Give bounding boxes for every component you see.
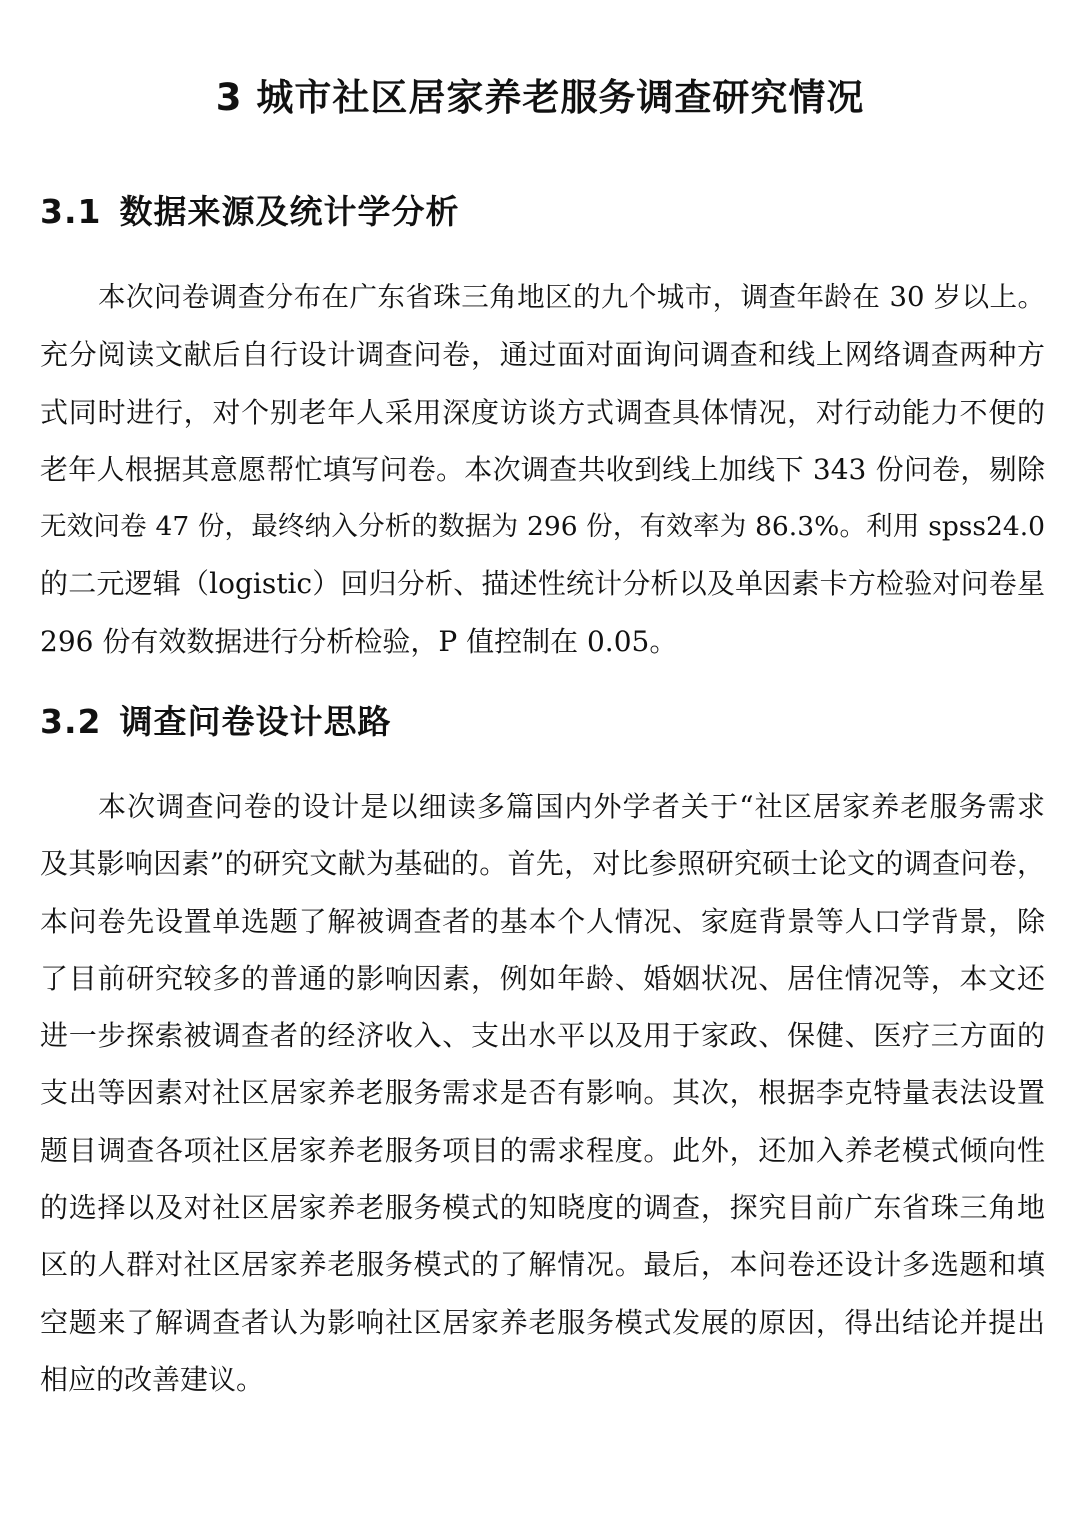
paragraph-line: 支出等因素对社区居家养老服务需求是否有影响。其次，根据李克特量表法设置 <box>40 1076 1045 1110</box>
paragraph-line: 题目调查各项社区居家养老服务项目的需求程度。此外，还加入养老模式倾向性 <box>40 1133 1045 1167</box>
paragraph-line: 本次问卷调查分布在广东省珠三角地区的九个城市，调查年龄在 30 岁以上。 <box>98 281 1045 313</box>
paragraph-line: 了目前研究较多的普通的影响因素，例如年龄、婚姻状况、居住情况等，本文还 <box>40 961 1045 995</box>
chapter-title: 3 城市社区居家养老服务调查研究情况 <box>215 76 865 119</box>
paragraph-line: 的选择以及对社区居家养老服务模式的知晓度的调查，探究目前广东省珠三角地 <box>40 1191 1045 1225</box>
section-heading-3-1 <box>40 188 1040 236</box>
paragraph-data-source <box>40 269 1045 670</box>
paragraph-line: 老年人根据其意愿帮忙填写问卷。本次调查共收到线上加线下 343 份问卷，剔除 <box>40 452 1045 486</box>
paragraph-questionnaire-design <box>40 778 1045 1408</box>
paragraph-line: 本次调查问卷的设计是以细读多篇国内外学者关于“社区居家养老服务需求 <box>98 790 1045 823</box>
section-number: 3.2 <box>40 702 102 741</box>
section-number: 3.1 <box>40 192 102 231</box>
paragraph-line: 相应的改善建议。 <box>40 1362 265 1396</box>
paragraph-line: 式同时进行，对个别老年人采用深度访谈方式调查具体情况，对行动能力不便的 <box>40 395 1045 429</box>
section-heading-3-2 <box>40 698 1040 746</box>
paragraph-line: 本问卷先设置单选题了解被调查者的基本个人情况、家庭背景等人口学背景，除 <box>40 904 1045 938</box>
paragraph-line: 296 份有效数据进行分析检验，P 值控制在 0.05。 <box>40 624 678 658</box>
section-title: 调查问卷设计思路 <box>119 702 392 741</box>
section-title: 数据来源及统计学分析 <box>119 192 460 231</box>
paragraph-line: 空题来了解调查者认为影响社区居家养老服务模式发展的原因，得出结论并提出 <box>40 1305 1045 1339</box>
paragraph-line: 的二元逻辑（logistic）回归分析、描述性统计分析以及单因素卡方检验对问卷星 <box>40 567 1045 601</box>
paragraph-line: 进一步探索被调查者的经济收入、支出水平以及用于家政、保健、医疗三方面的 <box>40 1019 1045 1053</box>
paragraph-line: 充分阅读文献后自行设计调查问卷，通过面对面询问调查和线上网络调查两种方 <box>40 338 1045 372</box>
paragraph-line: 区的人群对社区居家养老服务模式的了解情况。最后，本问卷还设计多选题和填 <box>40 1248 1045 1282</box>
paragraph-line: 无效问卷 47 份，最终纳入分析的数据为 296 份，有效率为 86.3%。利用 spss24.0 <box>40 511 1045 543</box>
paragraph-line: 及其影响因素”的研究文献为基础的。首先，对比参照研究硕士论文的调查问卷， <box>40 847 1045 881</box>
